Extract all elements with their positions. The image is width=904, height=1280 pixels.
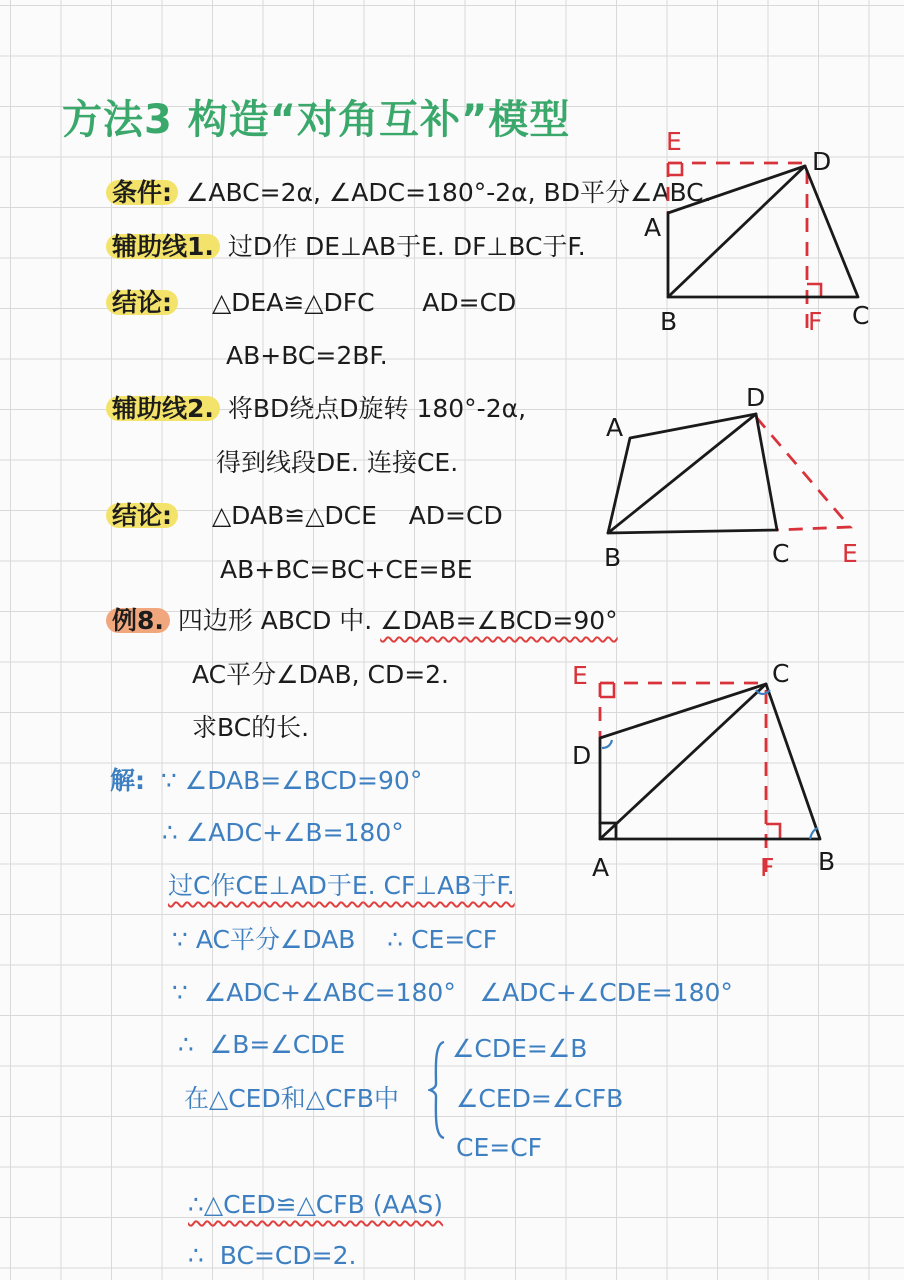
fig1-right-angle-f xyxy=(807,284,821,297)
aux1-text: 过D作 DE⊥AB于E. DF⊥BC于F. xyxy=(227,232,586,261)
example-line2: AC平分∠DAB, CD=2. xyxy=(192,660,449,689)
fig3-label-d: D xyxy=(572,741,592,770)
fig3-diagonal-ac xyxy=(600,684,766,839)
solution-line8: ∴△CED≌△CFB (AAS) xyxy=(188,1190,444,1219)
page-title: 方法3 构造“对角互补”模型 xyxy=(62,97,571,143)
fig3-right-angle-f xyxy=(766,824,780,839)
figure-2-shapes xyxy=(608,414,850,533)
conclusion2-label: 结论: xyxy=(106,503,178,528)
fig1-diagonal-bd xyxy=(668,166,805,297)
solution-line5: ∵ ∠ADC+∠ABC=180° ∠ADC+∠CDE=180° xyxy=(172,978,733,1007)
fig2-diagonal-bd xyxy=(608,414,756,533)
fig3-quadrilateral xyxy=(600,684,820,839)
solution-label: 解: xyxy=(110,766,145,795)
example-line3: 求BC的长. xyxy=(192,713,310,742)
solution-line6: ∴ ∠B=∠CDE xyxy=(178,1030,346,1059)
solution-text1: ∵ ∠DAB=∠BCD=90° xyxy=(160,766,423,795)
aux2-line2: 得到线段DE. 连接CE. xyxy=(216,448,459,477)
conditions-text: ∠ABC=2α, ∠ADC=180°-2α, BD平分∠ABC. xyxy=(185,178,712,207)
fig2-de-ce-dashed xyxy=(756,417,850,530)
fig1-quadrilateral xyxy=(668,166,858,297)
example-label: 例8. xyxy=(106,608,170,633)
figure-3-shapes xyxy=(600,683,820,880)
conclusion1-label: 结论: xyxy=(106,290,178,315)
conclusion2-line2: AB+BC=BC+CE=BE xyxy=(220,555,473,584)
fig1-label-d: D xyxy=(812,147,832,176)
fig1-right-angle-e xyxy=(668,163,682,175)
solution-line9: ∴ BC=CD=2. xyxy=(188,1241,357,1270)
conditions-label: 条件: xyxy=(106,180,178,205)
fig2-quadrilateral xyxy=(608,414,777,533)
fig1-label-c: C xyxy=(852,301,870,330)
conclusion1-text1: △DEA≌△DFC AD=CD xyxy=(211,288,517,317)
system-line3: CE=CF xyxy=(456,1133,543,1162)
fig3-label-a: A xyxy=(592,853,610,882)
conclusion2-text1: △DAB≌△DCE AD=CD xyxy=(211,501,503,530)
fig3-angle-mark-d xyxy=(602,740,612,748)
fig1-label-b: B xyxy=(660,307,678,336)
fig3-label-f: F xyxy=(760,853,775,882)
solution-line2: ∴ ∠ADC+∠B=180° xyxy=(162,818,404,847)
fig2-label-d: D xyxy=(746,383,766,412)
fig1-label-a: A xyxy=(644,213,662,242)
aux1-label: 辅助线1. xyxy=(106,234,220,259)
fig2-label-c: C xyxy=(772,539,790,568)
fig3-label-b: B xyxy=(818,847,836,876)
system-line1: ∠CDE=∠B xyxy=(452,1034,588,1063)
system-line2: ∠CED=∠CFB xyxy=(456,1084,624,1113)
example-text1-underlined: ∠DAB=∠BCD=90° xyxy=(380,606,618,635)
fig1-label-f: F xyxy=(808,307,823,336)
fig2-label-b: B xyxy=(604,543,622,572)
solution-line4: ∵ AC平分∠DAB ∴ CE=CF xyxy=(172,925,498,954)
fig1-label-e: E xyxy=(666,127,682,156)
fig3-label-e: E xyxy=(572,661,588,690)
figure-1-shapes xyxy=(668,163,858,333)
solution-line3: 过C作CE⊥AD于E. CF⊥AB于F. xyxy=(168,871,515,900)
aux2-text1: 将BD绕点D旋转 180°-2α, xyxy=(227,394,527,423)
solution-line7: 在△CED和△CFB中 xyxy=(184,1084,399,1113)
conclusion1-line2: AB+BC=2BF. xyxy=(226,341,388,370)
fig3-label-c: C xyxy=(772,659,790,688)
fig2-label-a: A xyxy=(606,413,624,442)
fig3-right-angle-e xyxy=(600,683,614,697)
example-text1: 四边形 ABCD 中. xyxy=(177,606,381,635)
fig2-label-e: E xyxy=(842,539,858,568)
aux2-label: 辅助线2. xyxy=(106,396,220,421)
